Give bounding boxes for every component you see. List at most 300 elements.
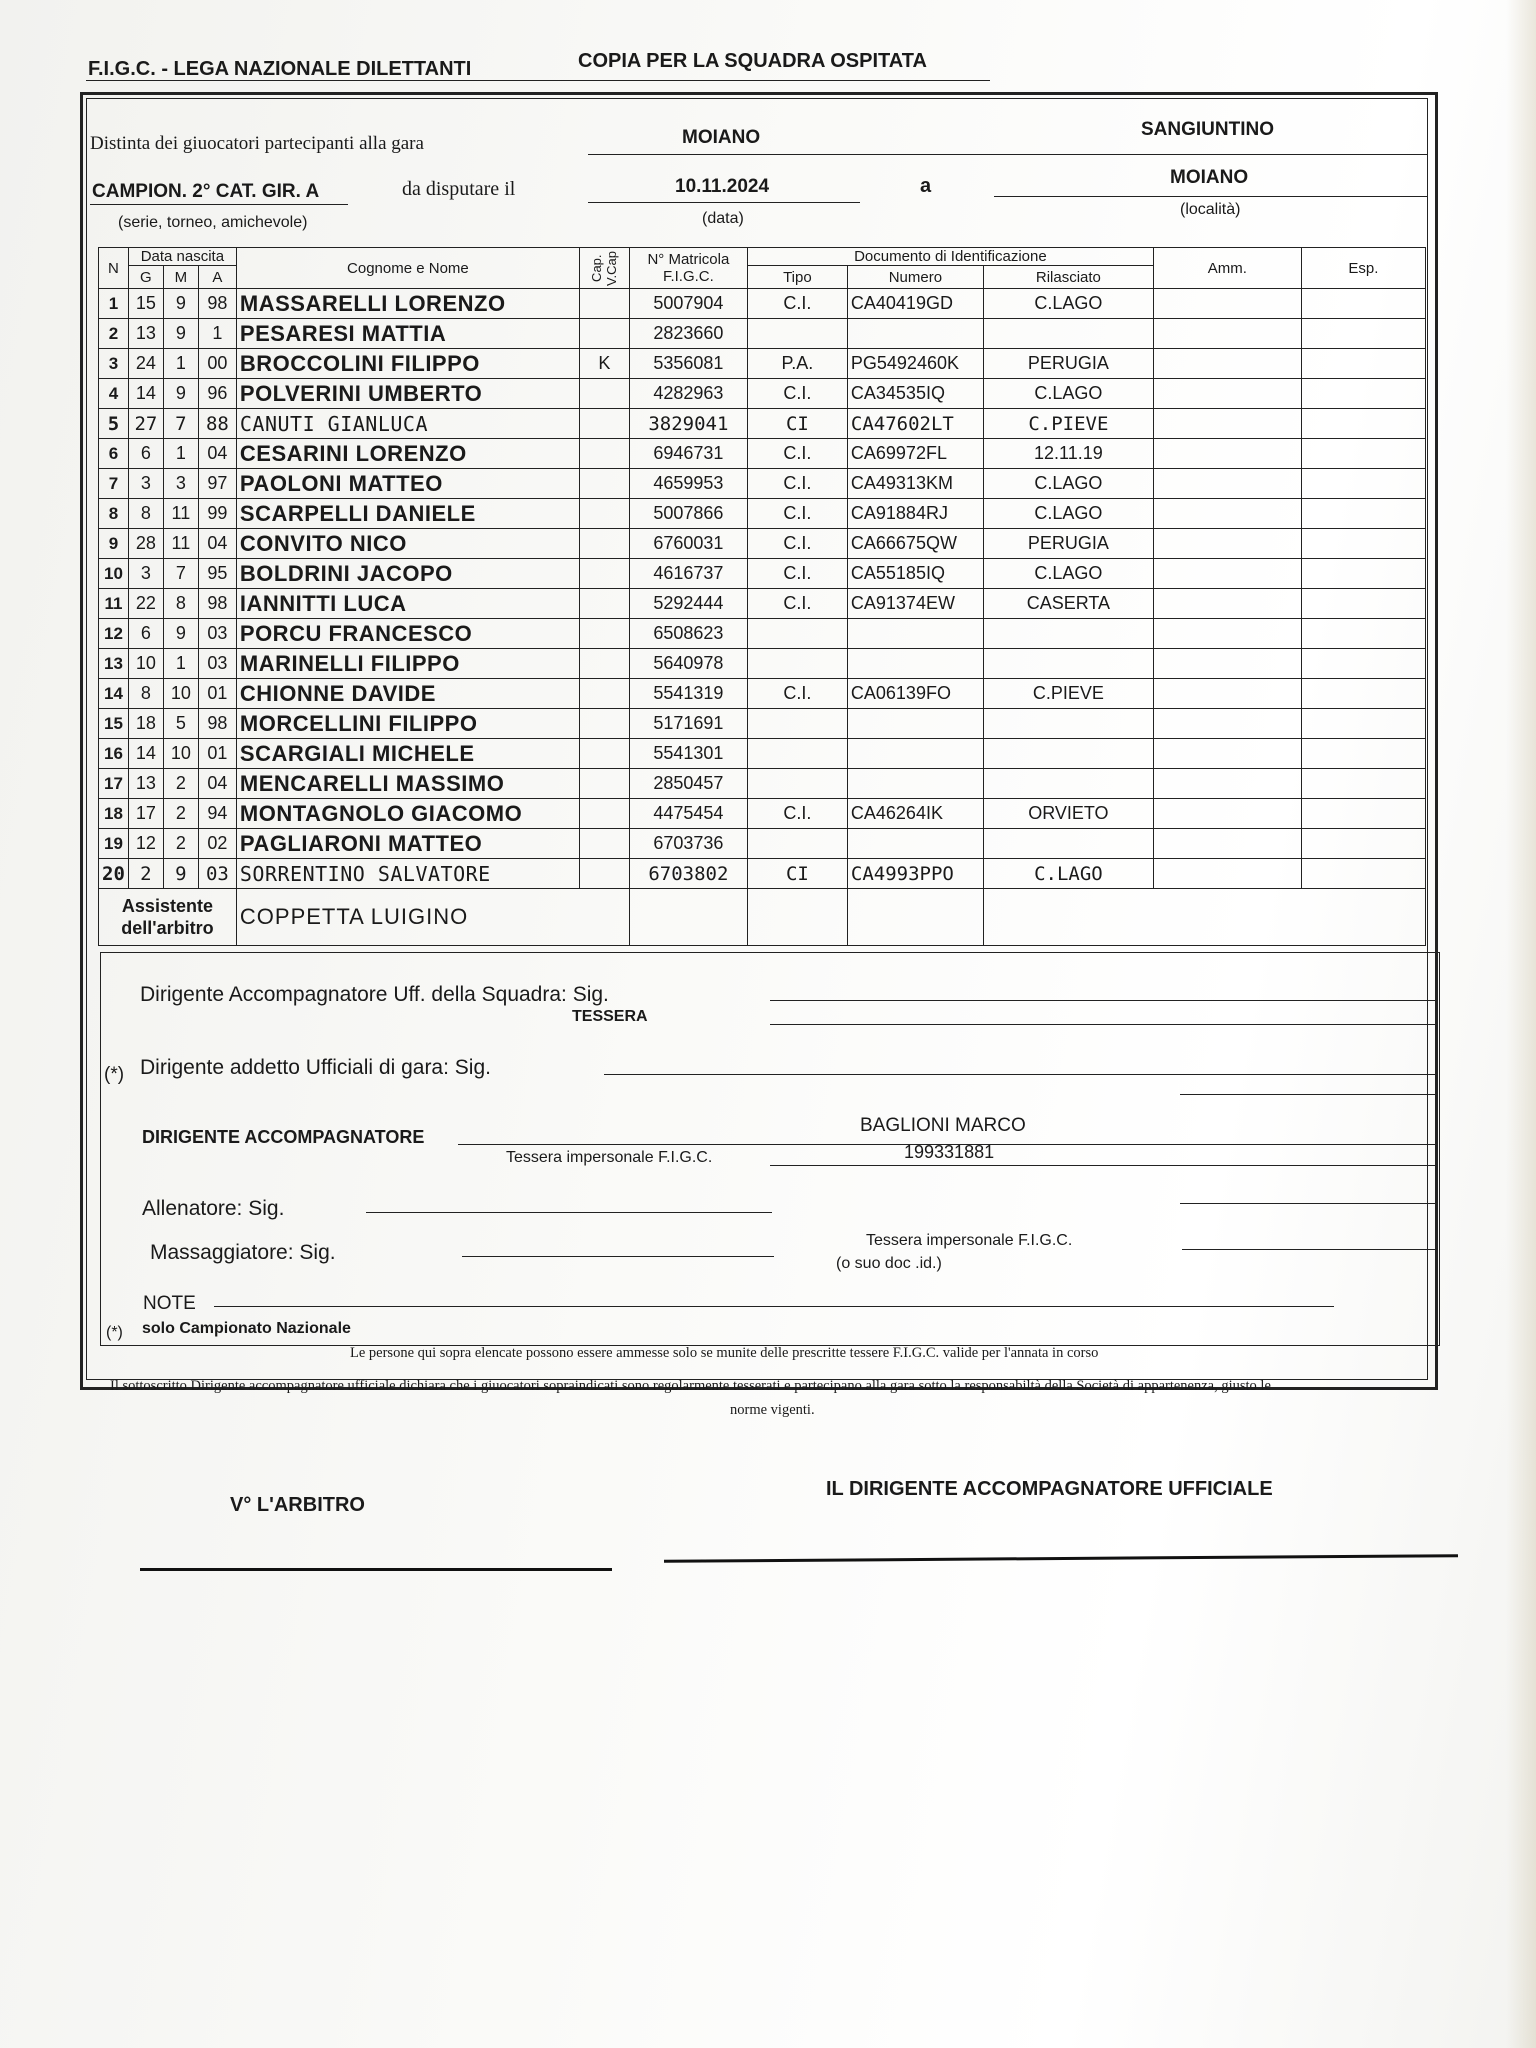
doc-issued <box>983 829 1153 859</box>
doc-number: CA66675QW <box>847 529 983 559</box>
matricola: 4475454 <box>629 799 747 829</box>
dirigente-ufficiali-line-2 <box>1180 1094 1438 1095</box>
matricola: 6760031 <box>629 529 747 559</box>
birth-year: 95 <box>198 559 236 589</box>
matricola: 6703736 <box>629 829 747 859</box>
amm-cell <box>1153 379 1301 409</box>
birth-year: 01 <box>198 739 236 769</box>
note-line <box>214 1306 1334 1307</box>
massaggiatore-line-2 <box>1182 1249 1438 1250</box>
amm-cell <box>1153 349 1301 379</box>
doc-type: C.I. <box>747 289 847 319</box>
away-team: SANGIUNTINO <box>1141 119 1274 140</box>
date-sub: (data) <box>702 210 744 227</box>
arbitro-signature-line <box>140 1568 612 1571</box>
birth-year: 1 <box>198 319 236 349</box>
birth-day: 12 <box>128 829 163 859</box>
page-edge-shadow <box>1506 0 1536 2048</box>
captain-mark <box>579 379 629 409</box>
massaggiatore-label: Massaggiatore: Sig. <box>150 1241 336 1264</box>
doc-issued: C.LAGO <box>983 289 1153 319</box>
allenatore-label: Allenatore: Sig. <box>142 1197 285 1220</box>
doc-number: CA06139FO <box>847 679 983 709</box>
dirigente-tessera-line <box>770 1165 1438 1166</box>
player-name: SORRENTINO SALVATORE <box>236 859 579 889</box>
matricola: 6703802 <box>629 859 747 889</box>
doc-number: CA91374EW <box>847 589 983 619</box>
esp-cell <box>1301 709 1425 739</box>
captain-mark <box>579 289 629 319</box>
amm-cell <box>1153 649 1301 679</box>
esp-cell <box>1301 859 1425 889</box>
doc-issued: CASERTA <box>983 589 1153 619</box>
birth-month: 9 <box>163 619 198 649</box>
birth-day: 15 <box>128 289 163 319</box>
dirigente-ufficiale-label: IL DIRIGENTE ACCOMPAGNATORE UFFICIALE <box>826 1478 1273 1500</box>
doc-type <box>747 739 847 769</box>
doc-number <box>847 829 983 859</box>
captain-mark <box>579 589 629 619</box>
player-row <box>99 409 1426 439</box>
col-esp-header: Esp. <box>1301 248 1425 289</box>
dirigente-ufficiali-label: Dirigente addetto Ufficiali di gara: Sig. <box>140 1056 491 1079</box>
birth-day: 27 <box>128 409 163 439</box>
doc-issued: 12.11.19 <box>983 439 1153 469</box>
esp-cell <box>1301 739 1425 769</box>
location-line <box>994 196 1428 197</box>
esp-cell <box>1301 769 1425 799</box>
birth-month: 9 <box>163 859 198 889</box>
esp-cell <box>1301 559 1425 589</box>
amm-cell <box>1153 709 1301 739</box>
matricola: 5640978 <box>629 649 747 679</box>
player-name: MORCELLINI FILIPPO <box>236 709 579 739</box>
player-number: 16 <box>99 739 129 769</box>
captain-mark <box>579 739 629 769</box>
player-name: CANUTI GIANLUCA <box>236 409 579 439</box>
captain-mark <box>579 799 629 829</box>
birth-year: 01 <box>198 679 236 709</box>
player-name: SCARPELLI DANIELE <box>236 499 579 529</box>
matricola: 5541319 <box>629 679 747 709</box>
doc-number: CA40419GD <box>847 289 983 319</box>
player-row <box>99 499 1426 529</box>
birth-month: 7 <box>163 409 198 439</box>
doc-number: CA91884RJ <box>847 499 983 529</box>
player-row <box>99 859 1426 889</box>
figc-label: F.I.G.C. <box>662 268 714 285</box>
doc-type: P.A. <box>747 349 847 379</box>
doc-issued: C.LAGO <box>983 379 1153 409</box>
home-team: MOIANO <box>682 127 761 148</box>
doc-number: CA47602LT <box>847 409 983 439</box>
player-row <box>99 589 1426 619</box>
birth-day: 18 <box>128 709 163 739</box>
col-name-header: Cognome e Nome <box>236 248 579 289</box>
doc-type <box>747 649 847 679</box>
birth-month: 1 <box>163 649 198 679</box>
doc-issued: PERUGIA <box>983 529 1153 559</box>
captain-mark <box>579 559 629 589</box>
player-row <box>99 319 1426 349</box>
player-number: 11 <box>99 589 129 619</box>
birth-month: 9 <box>163 289 198 319</box>
birth-year: 04 <box>198 529 236 559</box>
massaggiatore-line <box>462 1256 774 1257</box>
table-header-row-1 <box>99 248 1426 266</box>
doc-number: CA34535IQ <box>847 379 983 409</box>
a-label: a <box>920 175 932 197</box>
tessera-imp-label-2: Tessera impersonale F.I.G.C. <box>866 1232 1073 1249</box>
matricola: 5292444 <box>629 589 747 619</box>
player-name: SCARGIALI MICHELE <box>236 739 579 769</box>
player-number: 17 <box>99 769 129 799</box>
declaration-line-1: Il sottoscritto Dirigente accompagnatore ufficiale dichiara che i giuocatori sopraindicati sono regolarmente tesserati e partecipano alla gara sotto la responsabiltà della Società di appartenenza, giusto le <box>110 1378 1271 1394</box>
player-name: CONVITO NICO <box>236 529 579 559</box>
captain-mark <box>579 619 629 649</box>
dirigente-uff-label: Dirigente Accompagnatore Uff. della Squadra: Sig. <box>140 983 609 1006</box>
player-row <box>99 619 1426 649</box>
doc-issued <box>983 739 1153 769</box>
player-name: MENCARELLI MASSIMO <box>236 769 579 799</box>
player-number: 5 <box>99 409 129 439</box>
birth-day: 28 <box>128 529 163 559</box>
captain-mark <box>579 409 629 439</box>
amm-cell <box>1153 859 1301 889</box>
matricola: 3829041 <box>629 409 747 439</box>
assistente-matricola <box>629 889 747 946</box>
player-name: PORCU FRANCESCO <box>236 619 579 649</box>
competition-sub: (serie, torneo, amichevole) <box>118 214 308 231</box>
amm-cell <box>1153 439 1301 469</box>
match-location: MOIANO <box>1170 167 1249 188</box>
birth-year: 04 <box>198 769 236 799</box>
assistente-name: COPPETTA LUIGINO <box>236 889 629 946</box>
player-row <box>99 289 1426 319</box>
assistente-label-2: dell'arbitro <box>121 918 214 938</box>
captain-mark <box>579 529 629 559</box>
birth-month: 8 <box>163 589 198 619</box>
player-name: MONTAGNOLO GIACOMO <box>236 799 579 829</box>
amm-cell <box>1153 319 1301 349</box>
esp-cell <box>1301 799 1425 829</box>
col-documento-header: Documento di Identificazione <box>747 248 1153 266</box>
esp-cell <box>1301 319 1425 349</box>
birth-month: 3 <box>163 469 198 499</box>
birth-year: 00 <box>198 349 236 379</box>
matricola: 4659953 <box>629 469 747 499</box>
esp-cell <box>1301 349 1425 379</box>
assistente-label-1: Assistente <box>121 896 213 916</box>
doc-issued <box>983 769 1153 799</box>
doc-type: C.I. <box>747 559 847 589</box>
doc-type <box>747 829 847 859</box>
birth-month: 11 <box>163 499 198 529</box>
players-table <box>98 247 1426 946</box>
player-number: 13 <box>99 649 129 679</box>
doc-issued: C.PIEVE <box>983 409 1153 439</box>
note-label: NOTE <box>143 1293 196 1314</box>
col-g-header: G <box>128 266 163 289</box>
dirigente-acc-tessera: 199331881 <box>904 1142 995 1162</box>
player-row <box>99 649 1426 679</box>
esp-cell <box>1301 469 1425 499</box>
assistente-rilasciato <box>983 889 1425 946</box>
doc-type: C.I. <box>747 499 847 529</box>
esp-cell <box>1301 649 1425 679</box>
birth-year: 02 <box>198 829 236 859</box>
matricola: 5007866 <box>629 499 747 529</box>
birth-day: 6 <box>128 619 163 649</box>
birth-month: 10 <box>163 679 198 709</box>
doc-number: CA49313KM <box>847 469 983 499</box>
birth-day: 10 <box>128 649 163 679</box>
birth-year: 94 <box>198 799 236 829</box>
matricola: 5356081 <box>629 349 747 379</box>
amm-cell <box>1153 589 1301 619</box>
esp-cell <box>1301 409 1425 439</box>
captain-mark <box>579 499 629 529</box>
birth-month: 2 <box>163 829 198 859</box>
assistente-row <box>99 889 1426 946</box>
player-number: 18 <box>99 799 129 829</box>
birth-month: 9 <box>163 379 198 409</box>
esp-cell <box>1301 829 1425 859</box>
matricola: 5541301 <box>629 739 747 769</box>
dirigente-acc-label: DIRIGENTE ACCOMPAGNATORE <box>142 1127 425 1147</box>
amm-cell <box>1153 409 1301 439</box>
doc-type <box>747 619 847 649</box>
birth-year: 03 <box>198 859 236 889</box>
col-n-header: N <box>99 248 129 289</box>
player-name: BOLDRINI JACOPO <box>236 559 579 589</box>
tessera-line <box>770 1024 1438 1025</box>
esp-cell <box>1301 499 1425 529</box>
matricola-label: N° Matricola <box>647 251 730 268</box>
solo-campionato: solo Campionato Nazionale <box>142 1320 351 1337</box>
da-disputare-label: da disputare il <box>402 178 516 200</box>
amm-cell <box>1153 619 1301 649</box>
persone-note: Le persone qui sopra elencate possono essere ammesse solo se munite delle prescritte tessere F.I.G.C. valide per l'annata in corso <box>350 1345 1099 1361</box>
birth-day: 14 <box>128 379 163 409</box>
doc-issued: C.PIEVE <box>983 679 1153 709</box>
league-title: F.I.G.C. - LEGA NAZIONALE DILETTANTI <box>88 58 472 80</box>
esp-cell <box>1301 289 1425 319</box>
birth-day: 17 <box>128 799 163 829</box>
amm-cell <box>1153 289 1301 319</box>
doc-issued: C.LAGO <box>983 559 1153 589</box>
player-row <box>99 709 1426 739</box>
birth-year: 99 <box>198 499 236 529</box>
esp-cell <box>1301 589 1425 619</box>
birth-year: 98 <box>198 589 236 619</box>
arbitro-label: V° L'ARBITRO <box>230 1494 365 1516</box>
header-underline <box>86 80 990 81</box>
amm-cell <box>1153 559 1301 589</box>
birth-year: 96 <box>198 379 236 409</box>
birth-day: 3 <box>128 559 163 589</box>
doc-issued: PERUGIA <box>983 349 1153 379</box>
player-number: 14 <box>99 679 129 709</box>
birth-day: 8 <box>128 499 163 529</box>
col-cap-header <box>579 248 629 289</box>
player-name: PESARESI MATTIA <box>236 319 579 349</box>
doc-issued: C.LAGO <box>983 499 1153 529</box>
birth-day: 8 <box>128 679 163 709</box>
player-name: IANNITTI LUCA <box>236 589 579 619</box>
player-number: 2 <box>99 319 129 349</box>
esp-cell <box>1301 679 1425 709</box>
player-number: 19 <box>99 829 129 859</box>
player-number: 9 <box>99 529 129 559</box>
birth-year: 97 <box>198 469 236 499</box>
amm-cell <box>1153 739 1301 769</box>
birth-day: 2 <box>128 859 163 889</box>
amm-cell <box>1153 469 1301 499</box>
birth-month: 1 <box>163 439 198 469</box>
doc-type: CI <box>747 409 847 439</box>
doc-number: CA4993PPO <box>847 859 983 889</box>
doc-issued: ORVIETO <box>983 799 1153 829</box>
col-m-header: M <box>163 266 198 289</box>
doc-number: PG5492460K <box>847 349 983 379</box>
doc-type: C.I. <box>747 589 847 619</box>
player-number: 1 <box>99 289 129 319</box>
player-number: 15 <box>99 709 129 739</box>
captain-mark <box>579 679 629 709</box>
birth-month: 5 <box>163 709 198 739</box>
doc-number <box>847 649 983 679</box>
matricola: 6946731 <box>629 439 747 469</box>
player-row <box>99 439 1426 469</box>
doc-number <box>847 619 983 649</box>
matricola: 4616737 <box>629 559 747 589</box>
matricola: 5007904 <box>629 289 747 319</box>
player-name: CHIONNE DAVIDE <box>236 679 579 709</box>
suo-doc-label: (o suo doc .id.) <box>836 1255 942 1272</box>
doc-number: CA55185IQ <box>847 559 983 589</box>
player-row <box>99 379 1426 409</box>
birth-year: 03 <box>198 619 236 649</box>
amm-cell <box>1153 769 1301 799</box>
doc-number: CA69972FL <box>847 439 983 469</box>
birth-day: 14 <box>128 739 163 769</box>
date-line <box>588 202 860 203</box>
asterisk-1: (*) <box>104 1064 125 1085</box>
player-name: CESARINI LORENZO <box>236 439 579 469</box>
player-row <box>99 349 1426 379</box>
officials-box <box>100 952 1440 1346</box>
captain-mark <box>579 439 629 469</box>
doc-type: CI <box>747 859 847 889</box>
player-row <box>99 769 1426 799</box>
dirigente-signature-line <box>664 1554 1458 1563</box>
esp-cell <box>1301 619 1425 649</box>
asterisk-2: (*) <box>106 1324 123 1341</box>
doc-type <box>747 709 847 739</box>
match-date: 10.11.2024 <box>675 176 770 197</box>
doc-number: CA46264IK <box>847 799 983 829</box>
col-data-nascita-header: Data nascita <box>128 248 236 266</box>
amm-cell <box>1153 529 1301 559</box>
col-amm-header: Amm. <box>1153 248 1301 289</box>
doc-number <box>847 319 983 349</box>
competition-line <box>90 204 348 205</box>
doc-number <box>847 769 983 799</box>
birth-month: 7 <box>163 559 198 589</box>
birth-day: 13 <box>128 319 163 349</box>
location-sub: (località) <box>1180 201 1241 218</box>
doc-issued <box>983 709 1153 739</box>
assistente-label <box>99 889 237 946</box>
doc-type <box>747 769 847 799</box>
player-number: 20 <box>99 859 129 889</box>
player-row <box>99 679 1426 709</box>
tessera-label: TESSERA <box>572 1008 648 1025</box>
birth-month: 9 <box>163 319 198 349</box>
matricola: 4282963 <box>629 379 747 409</box>
esp-cell <box>1301 529 1425 559</box>
col-rilasciato-header: Rilasciato <box>983 266 1153 289</box>
birth-month: 10 <box>163 739 198 769</box>
birth-day: 24 <box>128 349 163 379</box>
player-row <box>99 529 1426 559</box>
doc-issued: C.LAGO <box>983 859 1153 889</box>
player-number: 6 <box>99 439 129 469</box>
col-tipo-header: Tipo <box>747 266 847 289</box>
birth-month: 1 <box>163 349 198 379</box>
doc-issued <box>983 619 1153 649</box>
col-matricola-header <box>629 248 747 289</box>
doc-type: C.I. <box>747 469 847 499</box>
distinta-label: Distinta dei giuocatori partecipanti alla gara <box>90 133 424 154</box>
captain-mark <box>579 859 629 889</box>
player-number: 12 <box>99 619 129 649</box>
doc-type: C.I. <box>747 439 847 469</box>
player-name: MASSARELLI LORENZO <box>236 289 579 319</box>
player-name: MARINELLI FILIPPO <box>236 649 579 679</box>
player-number: 3 <box>99 349 129 379</box>
assistente-tipo <box>747 889 847 946</box>
col-numero-header: Numero <box>847 266 983 289</box>
player-number: 7 <box>99 469 129 499</box>
birth-year: 98 <box>198 709 236 739</box>
captain-mark <box>579 469 629 499</box>
captain-mark <box>579 319 629 349</box>
col-a-header: A <box>198 266 236 289</box>
birth-month: 2 <box>163 769 198 799</box>
matricola: 2850457 <box>629 769 747 799</box>
captain-mark <box>579 649 629 679</box>
amm-cell <box>1153 799 1301 829</box>
declaration-line-2: norme vigenti. <box>730 1402 815 1418</box>
birth-day: 3 <box>128 469 163 499</box>
allenatore-line <box>366 1212 772 1213</box>
birth-month: 2 <box>163 799 198 829</box>
player-row <box>99 739 1426 769</box>
captain-mark: K <box>579 349 629 379</box>
player-row <box>99 559 1426 589</box>
birth-day: 22 <box>128 589 163 619</box>
vcap-label: V.Cap <box>604 250 620 286</box>
amm-cell <box>1153 679 1301 709</box>
amm-cell <box>1153 829 1301 859</box>
captain-mark <box>579 769 629 799</box>
birth-year: 98 <box>198 289 236 319</box>
matricola: 5171691 <box>629 709 747 739</box>
doc-type: C.I. <box>747 529 847 559</box>
player-name: PAGLIARONI MATTEO <box>236 829 579 859</box>
